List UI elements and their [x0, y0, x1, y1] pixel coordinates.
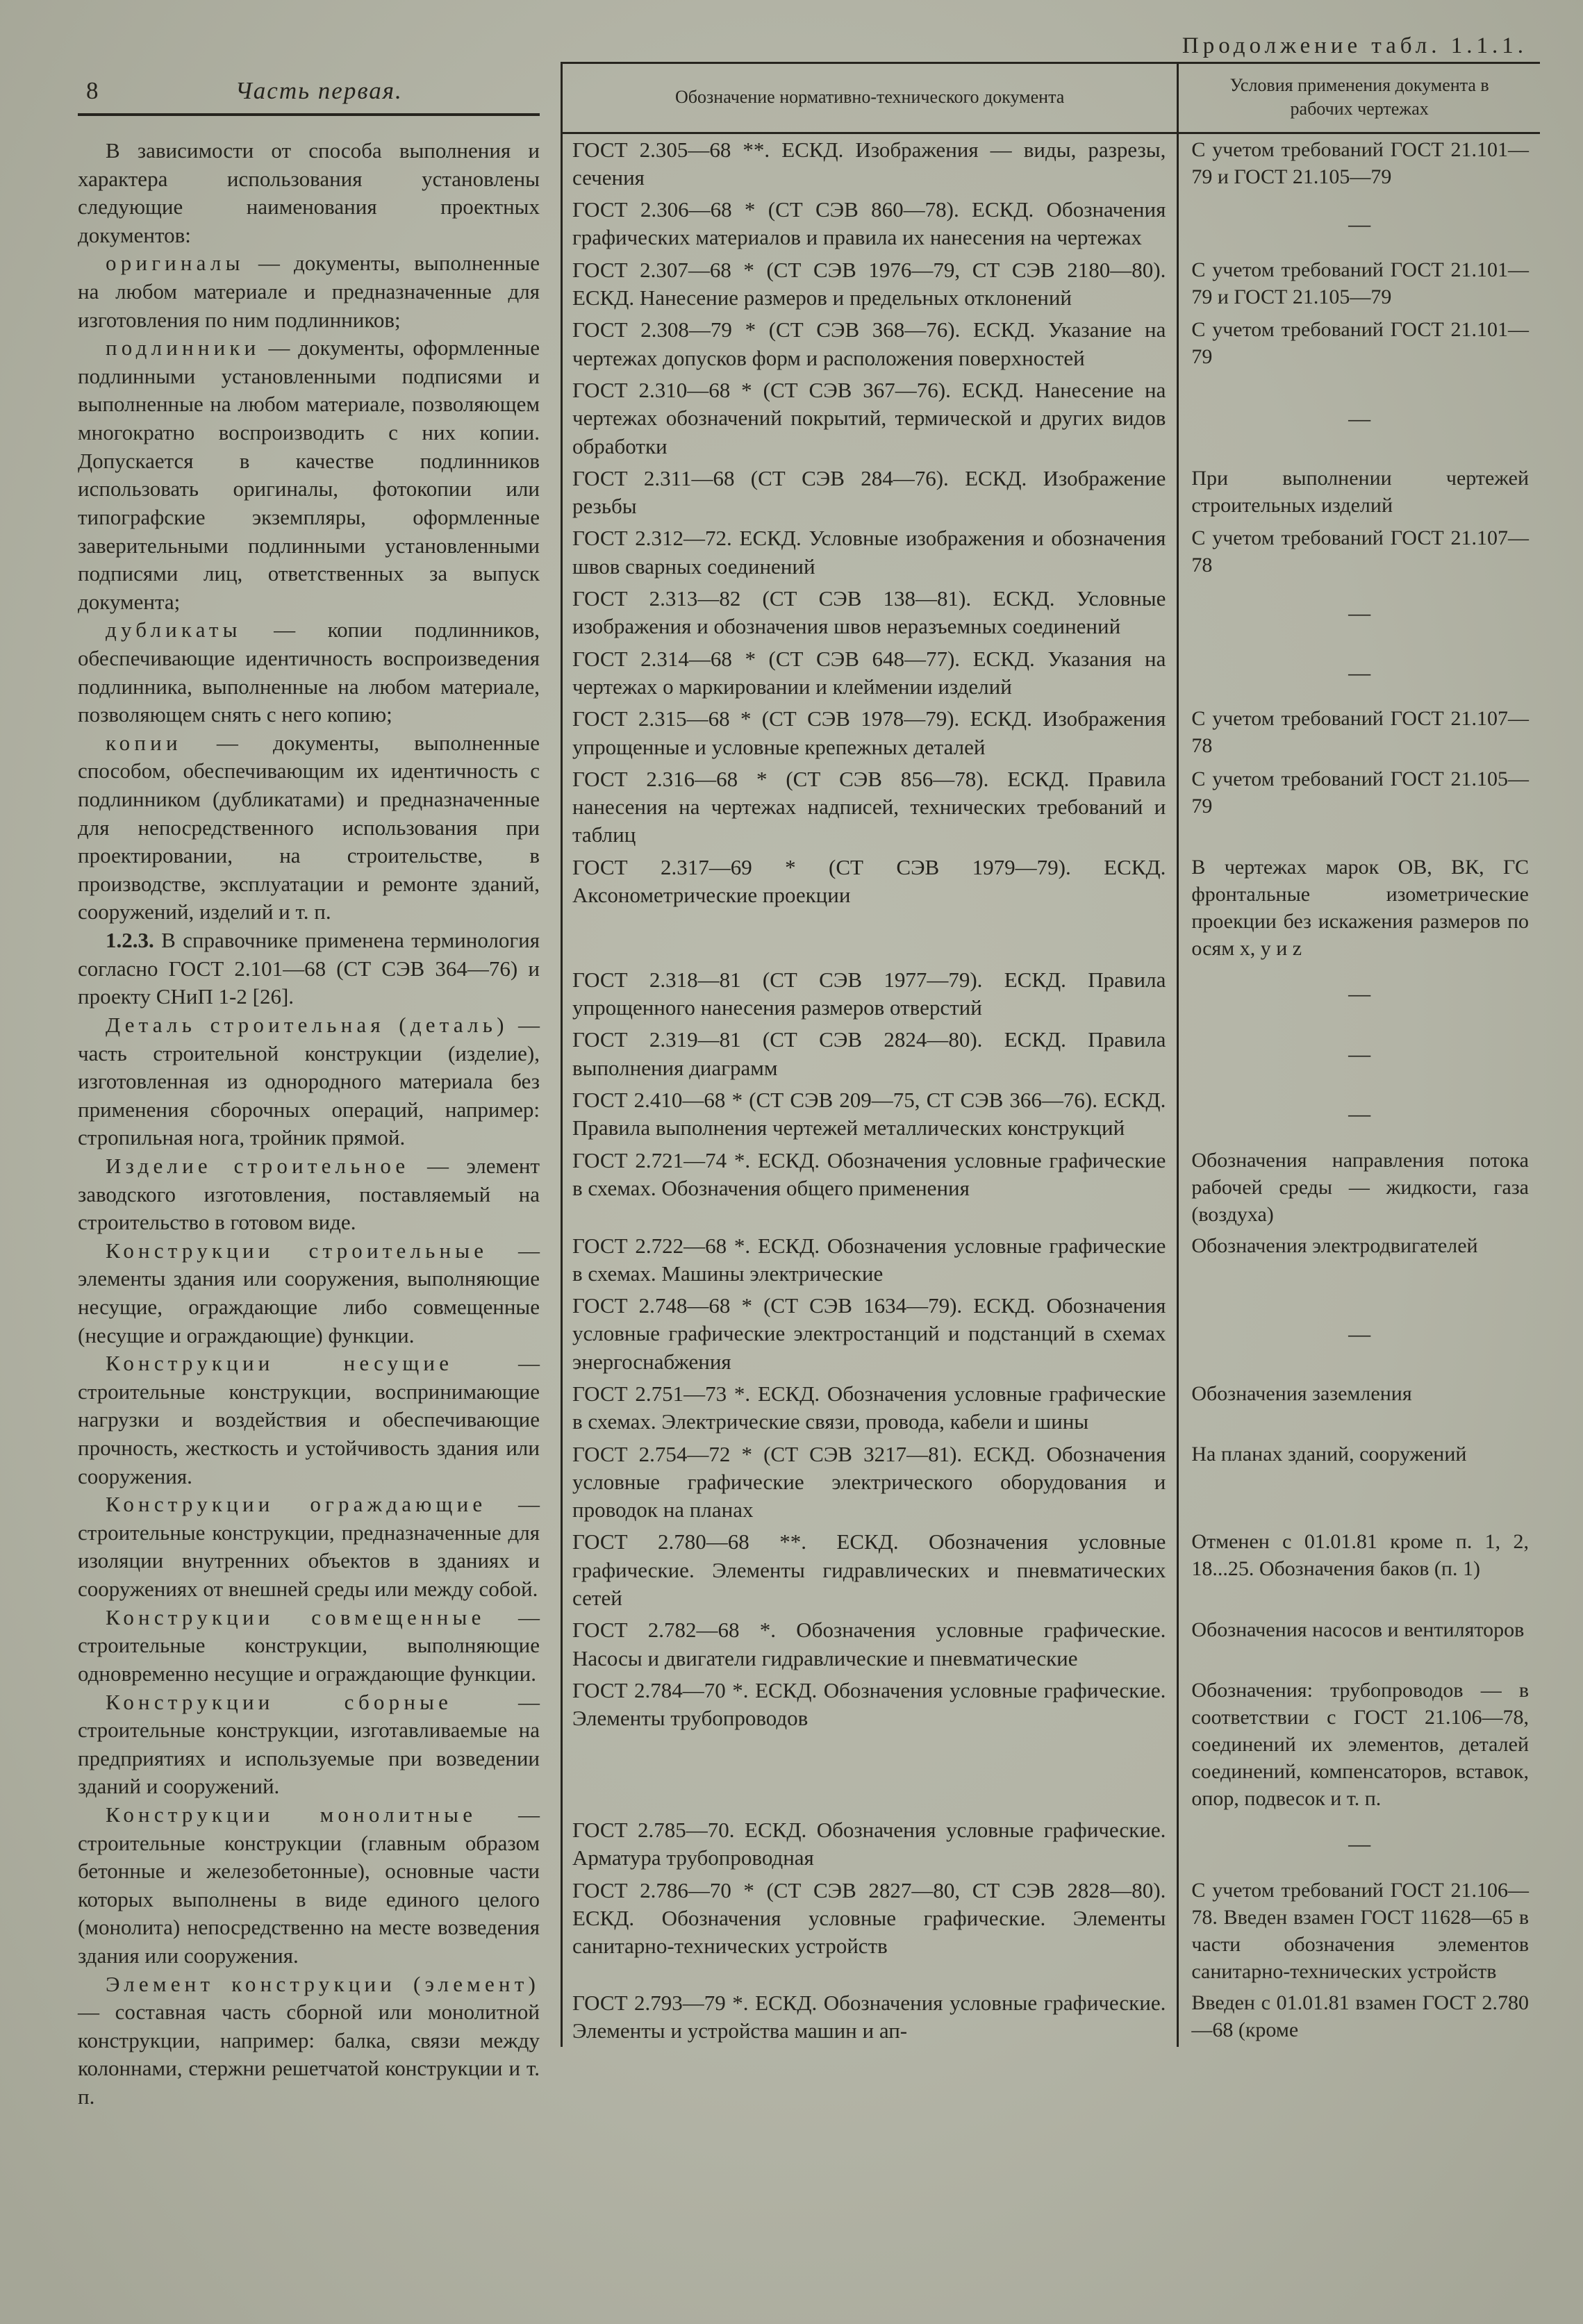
defined-term: Конструкции совмещенные — [106, 1604, 486, 1629]
paragraph-text: — элемент заводского изготовления, поставляемый на строительство в готовом виде. — [78, 1153, 540, 1235]
table-body — [562, 133, 1541, 2047]
condition-cell: С учетом требований ГОСТ 21.101—79 и ГОСТ 21.105—79 — [1178, 254, 1540, 315]
paragraph-text: — копии подлинников, обеспечивающие идентичность воспроизведения подлинника, выполненные на любом материале, позволяющем снять с него копию; — [78, 617, 540, 727]
table-row — [562, 1875, 1541, 1987]
paragraph — [78, 249, 540, 334]
designation-cell: ГОСТ 2.314—68 * (СТ СЭВ 648—77). ЕСКД. Указания на чертежах о маркировании и клеймении изделий — [572, 646, 1166, 699]
paragraph — [78, 1970, 540, 2111]
header-rule — [78, 113, 540, 116]
table-row — [562, 1145, 1541, 1230]
table-row — [562, 1378, 1541, 1438]
left-column-text — [78, 137, 540, 2111]
defined-term: оригиналы — [106, 251, 245, 276]
designation-cell: ГОСТ 2.751—73 *. ЕСКД. Обозначения условные графические в схемах. Электрические связи, провода, кабели и шины — [572, 1381, 1166, 1434]
table-row — [562, 1290, 1541, 1378]
running-header — [78, 77, 540, 105]
paragraph-text: — документы, оформленные подлинными установленными подписями и выполненные на любом материале, позволяющем многократно воспроизводить с них копии. Допускается в качестве подлинников использовать оригиналы, фотокопии или типографские экземпляры, оформленные заверительными подлинными установленными подписями лиц, ответственных за выпуск документа; — [78, 335, 540, 614]
table-row — [562, 522, 1541, 583]
column-header-designation: Обозначение нормативно-технического документа — [562, 63, 1178, 133]
designation-cell: ГОСТ 2.318—81 (СТ СЭВ 1977—79). ЕСКД. Правила упрощенного нанесения размеров отверстий — [572, 967, 1166, 1020]
table-row — [562, 1230, 1541, 1290]
designation-cell: ГОСТ 2.784—70 *. ЕСКД. Обозначения условные графические. Элементы трубопроводов — [572, 1677, 1166, 1731]
table-row — [562, 1614, 1541, 1675]
condition-cell: В чертежах марок ОВ, ВК, ГС фронтальные изометрические проекции без искажения размеров по осям x, y и z — [1178, 852, 1540, 964]
paragraph — [78, 927, 540, 1011]
table-continuation-caption: Продолжение табл. 1.1.1. — [1182, 33, 1527, 58]
paragraph-text: — строительные конструкции (главным образом бетонные и железобетонные), основные части которых выполнены в виде единого целого (монолита) непосредственно на месте возведения здания или сооружения. — [78, 1802, 540, 1968]
condition-cell: С учетом требований ГОСТ 21.106—78. Введен взамен ГОСТ 11628—65 в части обозначения элементов санитарно-технических устройств — [1178, 1875, 1540, 1987]
designation-cell: ГОСТ 2.312—72. ЕСКД. Условные изображения и обозначения швов сварных соединений — [572, 526, 1166, 579]
part-title: Часть первая. — [235, 77, 403, 104]
table-row — [562, 763, 1541, 852]
table-row — [562, 1814, 1541, 1875]
defined-term: Конструкции сборные — [106, 1689, 453, 1714]
page-number: 8 — [86, 77, 99, 104]
paragraph-text: — часть строительной конструкции (изделие), изготовленная из однородного материала без применения сборочных операций, например: стропильная нога, тройник прямой. — [78, 1012, 540, 1150]
table-row — [562, 1526, 1541, 1614]
paragraph-text: — составная часть сборной или монолитной конструкции, например: балка, связи между колоннами, стержни решетчатой конструкции и т. п. — [78, 2000, 540, 2109]
defined-term: подлинники — [106, 335, 260, 360]
defined-term: Конструкции строительные — [106, 1238, 488, 1263]
paragraph-text: — документы, выполненные способом, обеспечивающим их идентичность с подлинником (дубликатами) и предназначенные для непосредственного использования при проектировании, на строительстве, в производстве, эксплуатации и ремонте зданий, сооружений, изделий и т. п. — [78, 730, 540, 924]
table-row — [562, 1438, 1541, 1527]
paragraph — [78, 334, 540, 616]
paragraph-text: В зависимости от способа выполнения и характера использования установлены следующие наименования проектных документов: — [78, 138, 540, 247]
paragraph-text: — элементы здания или сооружения, выполняющие несущие, ограждающие либо совмещенные (несущие и ограждающие) функции. — [78, 1238, 540, 1347]
paragraph-text: — строительные конструкции, выполняющие одновременно несущие и ограждающие функции. — [78, 1604, 540, 1686]
condition-cell: Отменен с 01.01.81 кроме п. 1, 2, 18...25. Обозначения баков (п. 1) — [1178, 1526, 1540, 1614]
condition-cell: Введен с 01.01.81 взамен ГОСТ 2.780—68 (кроме — [1178, 1987, 1540, 2048]
paragraph — [78, 1350, 540, 1491]
defined-term: Деталь строительная (деталь) — [106, 1012, 508, 1037]
defined-term: Элемент конструкции (элемент) — [106, 1971, 540, 1996]
paragraph — [78, 1801, 540, 1970]
paragraph — [78, 1237, 540, 1350]
designation-cell: ГОСТ 2.306—68 * (СТ СЭВ 860—78). ЕСКД. Обозначения графических материалов и правила их нанесения на чертежах — [572, 197, 1166, 250]
designation-cell: ГОСТ 2.782—68 *. Обозначения условные графические. Насосы и двигатели гидравлические и пневматические — [572, 1618, 1166, 1670]
designation-cell: ГОСТ 2.785—70. ЕСКД. Обозначения условные графические. Арматура трубопроводная — [572, 1817, 1166, 1870]
condition-cell: — — [1178, 374, 1540, 463]
designation-cell: ГОСТ 2.305—68 **. ЕСКД. Изображения — виды, разрезы, сечения — [572, 137, 1166, 190]
table-row — [562, 194, 1541, 254]
defined-term: Конструкции несущие — [106, 1351, 454, 1376]
table-row — [562, 133, 1541, 194]
table-row — [562, 583, 1541, 643]
designation-cell: ГОСТ 2.721—74 *. ЕСКД. Обозначения условные графические в схемах. Обозначения общего применения — [572, 1147, 1166, 1200]
condition-cell: Обозначения: трубопроводов — в соответствии с ГОСТ 21.106—78, соединений их элементов, деталей соединений, компенсаторов, вставок, опор, подвесок и т. п. — [1178, 1675, 1540, 1814]
paragraph — [78, 137, 540, 249]
paragraph-text: — документы, выполненные на любом материале и предназначенные для изготовления по ним подлинников; — [78, 251, 540, 332]
condition-cell: Обозначения заземления — [1178, 1378, 1540, 1438]
standards-table-area — [561, 62, 1540, 2047]
designation-cell: ГОСТ 2.311—68 (СТ СЭВ 284—76). ЕСКД. Изображение резьбы — [572, 465, 1166, 519]
table-row — [562, 643, 1541, 704]
condition-cell: Обозначения направления потока рабочей среды — жидкости, газа (воздуха) — [1178, 1145, 1540, 1230]
defined-term: копии — [106, 730, 182, 755]
clause-number: 1.2.3. — [106, 928, 154, 953]
table-row — [562, 964, 1541, 1024]
table-row — [562, 1987, 1541, 2048]
designation-cell: ГОСТ 2.793—79 *. ЕСКД. Обозначения условные графические. Элементы и устройства машин и ап- — [572, 1990, 1166, 2043]
designation-cell: ГОСТ 2.316—68 * (СТ СЭВ 856—78). ЕСКД. Правила нанесения на чертежах надписей, технических требований и таблиц — [572, 766, 1166, 847]
condition-cell: — — [1178, 964, 1540, 1024]
paragraph — [78, 616, 540, 729]
condition-cell: — — [1178, 643, 1540, 704]
table-row — [562, 463, 1541, 523]
defined-term: Конструкции монолитные — [106, 1802, 477, 1827]
table-row — [562, 314, 1541, 374]
condition-cell: — — [1178, 1084, 1540, 1145]
paragraph — [78, 1011, 540, 1152]
paragraph-text: — строительные конструкции, предназначенные для изоляции внутренних объектов в зданиях и сооружениях от внешней среды или между собой. — [78, 1492, 540, 1602]
left-text-column — [78, 62, 540, 2111]
paragraph-text: — строительные конструкции, воспринимающие нагрузки и воздействия и обеспечивающие прочность, жесткость и устойчивость здания или сооружения. — [78, 1351, 540, 1488]
table-row — [562, 852, 1541, 964]
condition-cell: — — [1178, 1814, 1540, 1875]
table-row — [562, 1084, 1541, 1145]
condition-cell: — — [1178, 583, 1540, 643]
defined-term: Изделие строительное — [106, 1153, 410, 1178]
designation-cell: ГОСТ 2.310—68 * (СТ СЭВ 367—76). ЕСКД. Нанесение на чертежах обозначений покрытий, термической и других видов обработки — [572, 377, 1166, 458]
paragraph — [78, 1604, 540, 1688]
condition-cell: — — [1178, 1024, 1540, 1084]
condition-cell: На планах зданий, сооружений — [1178, 1438, 1540, 1527]
table-row — [562, 374, 1541, 463]
defined-term: дубликаты — [106, 617, 242, 642]
condition-cell: Обозначения электродвигателей — [1178, 1230, 1540, 1290]
condition-cell: С учетом требований ГОСТ 21.101—79 — [1178, 314, 1540, 374]
column-header-conditions: Условия применения документа в рабочих чертежах — [1178, 63, 1540, 133]
table-row — [562, 1675, 1541, 1814]
condition-cell: При выполнении чертежей строительных изделий — [1178, 463, 1540, 523]
designation-cell: ГОСТ 2.410—68 * (СТ СЭВ 209—75, СТ СЭВ 366—76). ЕСКД. Правила выполнения чертежей металлических конструкций — [572, 1087, 1166, 1140]
table-row — [562, 254, 1541, 315]
condition-cell: С учетом требований ГОСТ 21.107—78 — [1178, 522, 1540, 583]
designation-cell: ГОСТ 2.315—68 * (СТ СЭВ 1978—79). ЕСКД. Изображения упрощенные и условные крепежных деталей — [572, 706, 1166, 759]
designation-cell: ГОСТ 2.780—68 **. ЕСКД. Обозначения условные графические. Элементы гидравлических и пневматических сетей — [572, 1529, 1166, 1611]
defined-term: Конструкции ограждающие — [106, 1492, 487, 1517]
designation-cell: ГОСТ 2.754—72 * (СТ СЭВ 3217—81). ЕСКД. Обозначения условные графические электрического оборудования и проводок на планах — [572, 1441, 1166, 1522]
condition-cell: — — [1178, 1290, 1540, 1378]
paragraph — [78, 1491, 540, 1603]
designation-cell: ГОСТ 2.319—81 (СТ СЭВ 2824—80). ЕСКД. Правила выполнения диаграмм — [572, 1027, 1166, 1080]
table-header-row — [562, 63, 1541, 133]
paragraph-text: — строительные конструкции, изготавливаемые на предприятиях и используемые при возведении зданий и сооружений. — [78, 1689, 540, 1799]
paragraph — [78, 1688, 540, 1801]
condition-cell: С учетом требований ГОСТ 21.107—78 — [1178, 703, 1540, 763]
paragraph — [78, 729, 540, 927]
paragraph — [78, 1152, 540, 1237]
table-row — [562, 1024, 1541, 1084]
designation-cell: ГОСТ 2.748—68 * (СТ СЭВ 1634—79). ЕСКД. Обозначения условные графические электростанций и подстанций в схемах энергоснабжения — [572, 1293, 1166, 1374]
paragraph-text: В справочнике применена терминология согласно ГОСТ 2.101—68 (СТ СЭВ 364—76) и проекту СНиП 1-2 [26]. — [78, 928, 540, 1009]
condition-cell: С учетом требований ГОСТ 21.101—79 и ГОСТ 21.105—79 — [1178, 133, 1540, 194]
condition-cell: С учетом требований ГОСТ 21.105—79 — [1178, 763, 1540, 852]
designation-cell: ГОСТ 2.317—69 * (СТ СЭВ 1979—79). ЕСКД. Аксонометрические проекции — [572, 854, 1166, 908]
condition-cell: — — [1178, 194, 1540, 254]
designation-cell: ГОСТ 2.722—68 *. ЕСКД. Обозначения условные графические в схемах. Машины электрические — [572, 1233, 1166, 1286]
designation-cell: ГОСТ 2.308—79 * (СТ СЭВ 368—76). ЕСКД. Указание на чертежах допусков форм и расположения поверхностей — [572, 317, 1166, 370]
condition-cell: Обозначения насосов и вентиляторов — [1178, 1614, 1540, 1675]
page-content — [78, 62, 1540, 2111]
designation-cell: ГОСТ 2.786—70 * (СТ СЭВ 2827—80, СТ СЭВ 2828—80). ЕСКД. Обозначения условные графические. Элементы санитарно-технических устройств — [572, 1877, 1166, 1959]
designation-cell: ГОСТ 2.307—68 * (СТ СЭВ 1976—79, СТ СЭВ 2180—80). ЕСКД. Нанесение размеров и предельных отклонений — [572, 257, 1166, 310]
designation-cell: ГОСТ 2.313—82 (СТ СЭВ 138—81). ЕСКД. Условные изображения и обозначения швов неразъемных соединений — [572, 586, 1166, 639]
table-row — [562, 703, 1541, 763]
standards-table — [561, 62, 1540, 2047]
